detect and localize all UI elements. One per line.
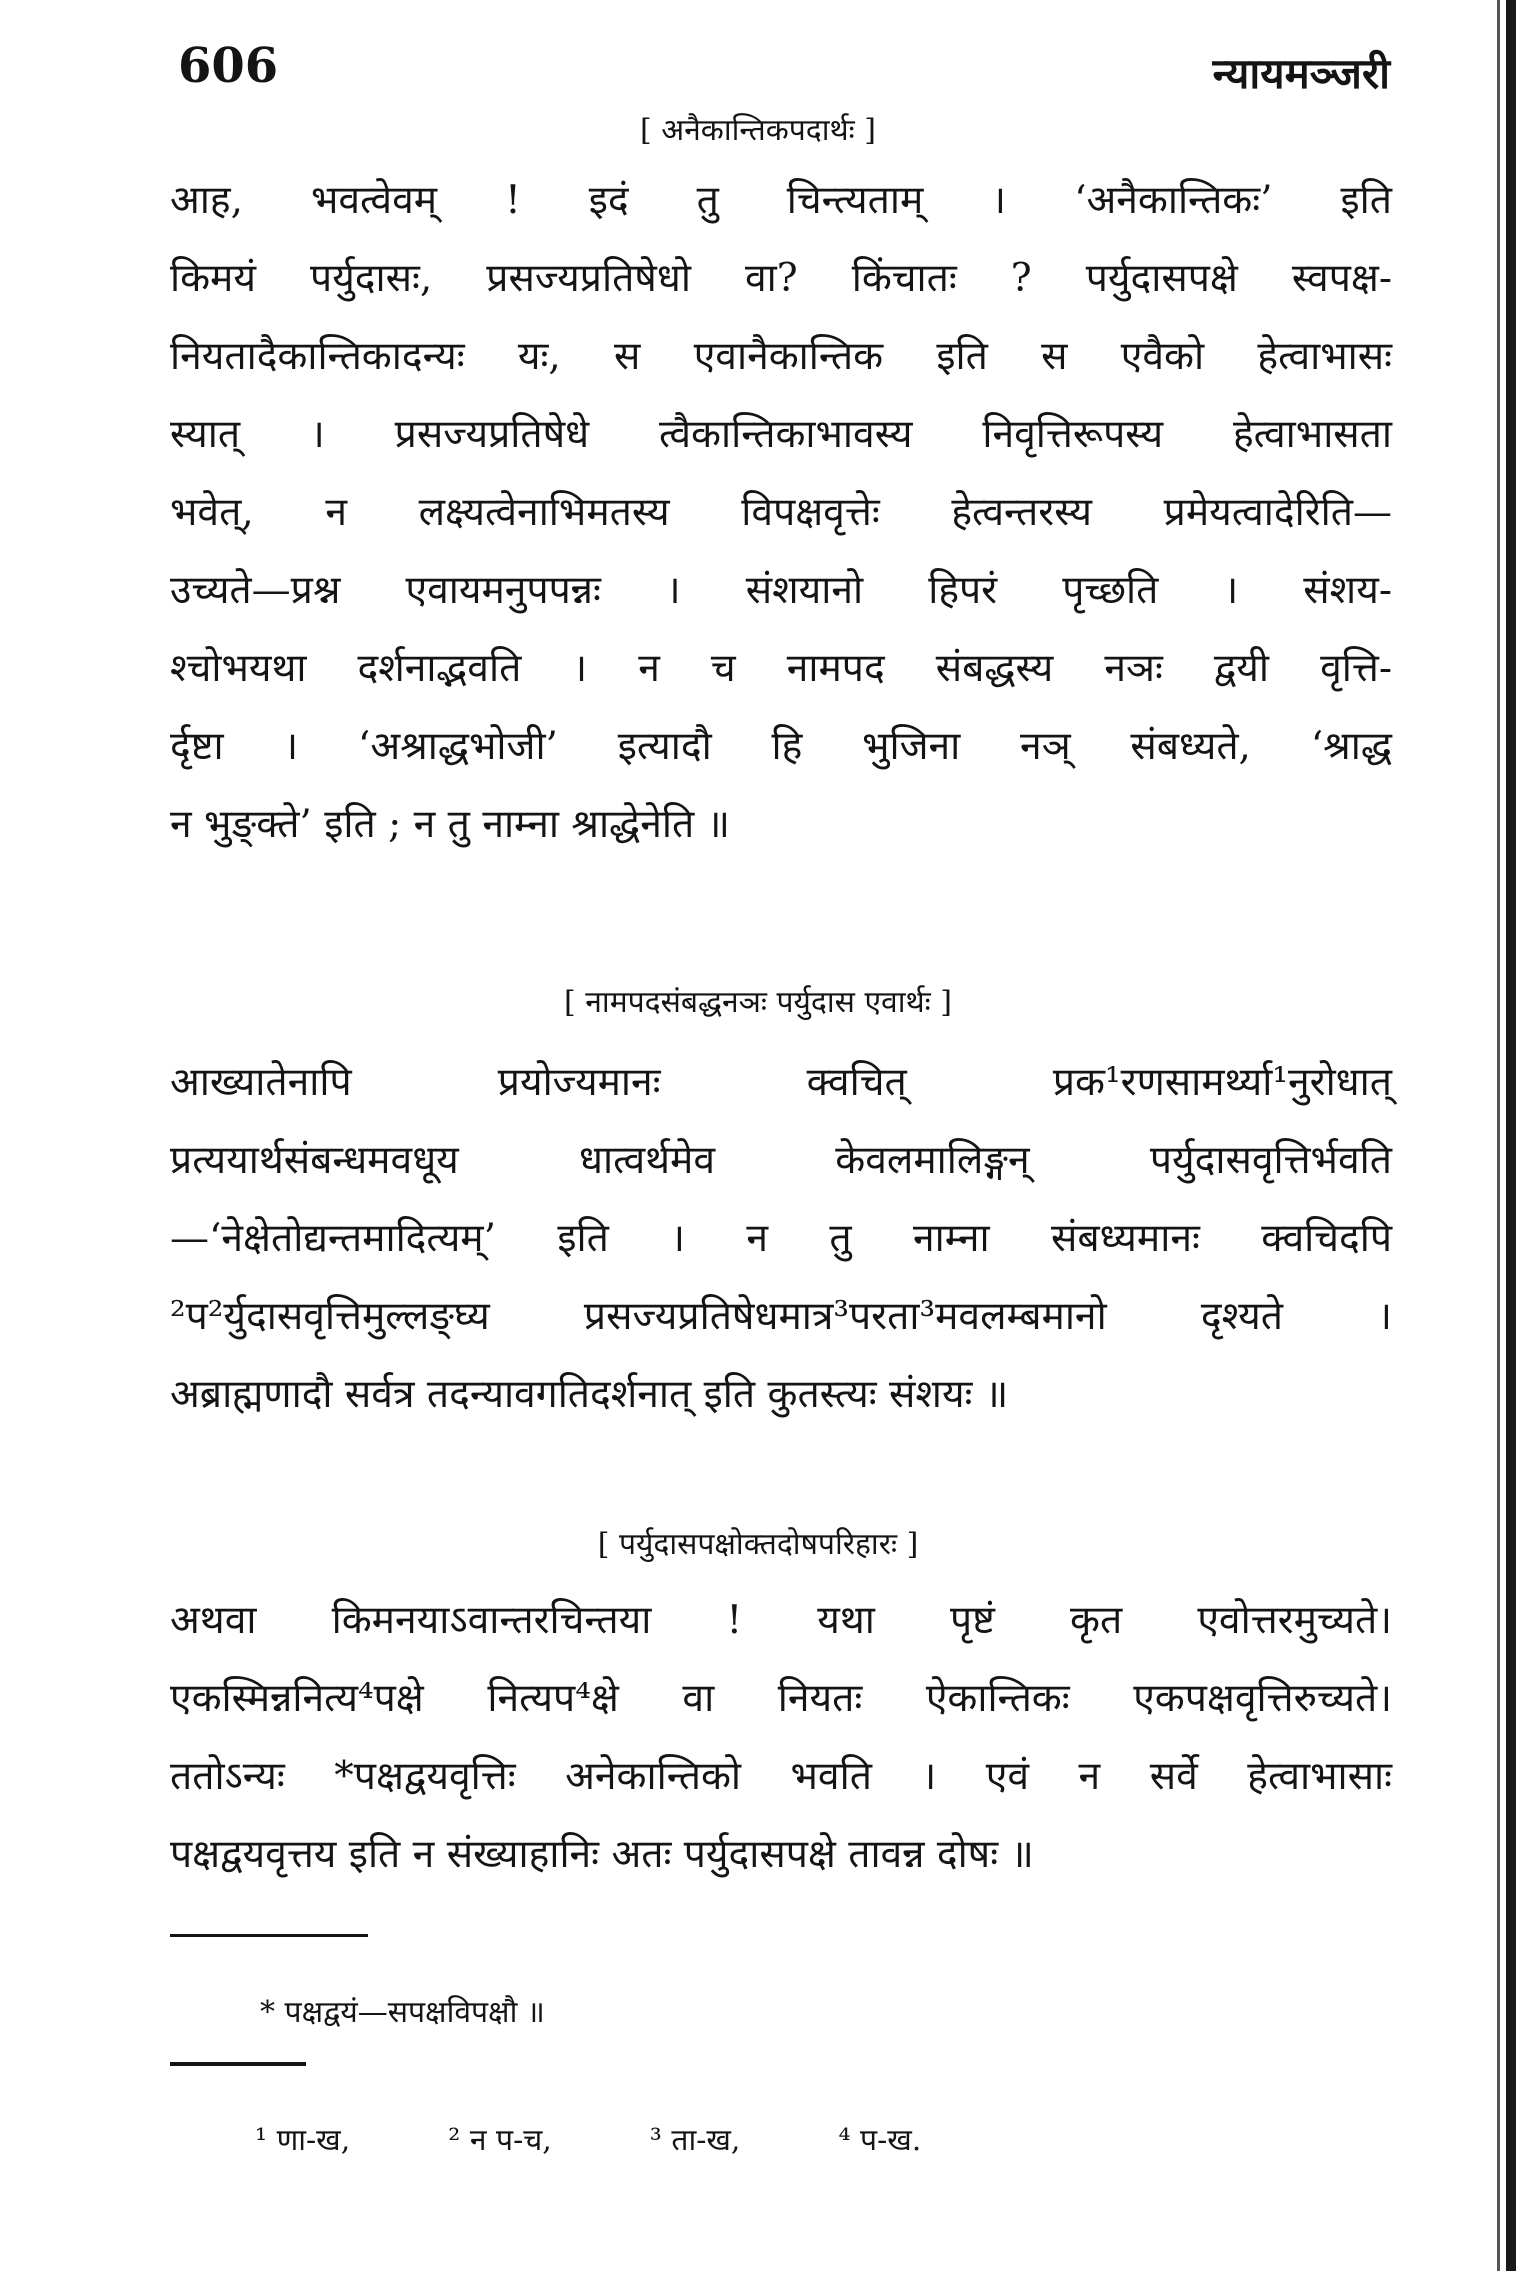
text-line: ततोऽन्यः *पक्षद्वयवृत्तिः अनेकान्तिको भवति । एवं न सर्वे हेत्वाभासाः [170, 1754, 1392, 1799]
text-line: स्यात् । प्रसज्यप्रतिषेधे त्वैकान्तिकाभावस्य निवृत्तिरूपस्य हेत्वाभासता [170, 412, 1392, 457]
text-line: श्चोभयथा दर्शनाद्भवति । न च नामपद संबद्धस्य नञः द्वयी वृत्ति- [170, 646, 1392, 691]
section-heading: [ नामपदसंबद्धनञः पर्युदास एवार्थः ] [564, 985, 952, 1020]
text-line: —‘नेक्षेतोद्यन्तमादित्यम्’ इति । न तु नाम्ना संबध्यमानः क्वचिदपि [170, 1216, 1392, 1261]
text-line: उच्यते—प्रश्न एवायमनुपपन्नः । संशयानो हिपरं पृच्छति । संशय- [170, 568, 1392, 613]
text-line: नियतादैकान्तिकादन्यः यः, स एवानैकान्तिक इति स एवैको हेत्वाभासः [170, 334, 1392, 379]
text-line: आह, भवत्वेवम् ! इदं तु चिन्त्यताम् । ‘अनैकान्तिकः’ इति [170, 178, 1392, 223]
variant-readings [255, 2118, 921, 2159]
footnote: * पक्षद्वयं—सपक्षविपक्षौ ॥ [260, 1995, 545, 2030]
variant-reading: ⁴ प-ख. [838, 2123, 922, 2158]
text-line: प्रत्ययार्थसंबन्धमवधूय धात्वर्थमेव केवलमालिङ्गन् पर्युदासवृत्तिर्भवति [170, 1138, 1392, 1183]
text-line: र्दृष्टा । ‘अश्राद्धभोजी’ इत्यादौ हि भुजिना नञ् संबध्यते, ‘श्राद्ध [170, 724, 1392, 769]
text-line: पक्षद्वयवृत्तय इति न संख्याहानिः अतः पर्युदासपक्षे तावन्न दोषः ॥ [170, 1832, 1034, 1877]
variant-reading: ² न प-च, [448, 2123, 552, 2158]
section-heading: [ अनैकान्तिकपदार्थः ] [640, 113, 876, 148]
text-line: आख्यातेनापि प्रयोज्यमानः क्वचित् प्रक¹रणसामर्थ्या¹नुरोधात् [170, 1060, 1392, 1105]
footnote-separator [170, 1934, 368, 1937]
variant-reading: ³ ता-ख, [649, 2123, 741, 2158]
running-head: न्यायमञ्जरी [1212, 49, 1390, 98]
text-line: अब्राह्मणादौ सर्वत्र तदन्यावगतिदर्शनात् इति कुतस्त्यः संशयः ॥ [170, 1372, 1009, 1417]
text-line: एकस्मिन्ननित्य⁴पक्षे नित्यप⁴क्षे वा नियतः ऐकान्तिकः एकपक्षवृत्तिरुच्यते। [170, 1676, 1392, 1721]
text-line: किमयं पर्युदासः, प्रसज्यप्रतिषेधो वा? किंचातः ? पर्युदासपक्षे स्वपक्ष- [170, 256, 1392, 301]
page-number: 606 [178, 38, 279, 94]
variants-separator [170, 2062, 306, 2066]
text-line: ²प²र्युदासवृत्तिमुल्लङ्घ्य प्रसज्यप्रतिषेधमात्र³परता³मवलम्बमानो दृश्यते । [170, 1294, 1392, 1339]
page-edge-line [1497, 0, 1500, 2271]
text-line: अथवा किमनयाऽवान्तरचिन्तया ! यथा पृष्टं कृत एवोत्तरमुच्यते। [170, 1598, 1392, 1643]
variant-reading: ¹ णा-ख, [255, 2123, 351, 2158]
page-edge-shadow [1506, 0, 1516, 2271]
text-line: न भुङ्क्ते’ इति ; न तु नाम्ना श्राद्धेनेति ॥ [170, 802, 730, 847]
text-line: भवेत्, न लक्ष्यत्वेनाभिमतस्य विपक्षवृत्तेः हेत्वन्तरस्य प्रमेयत्वादेरिति— [170, 490, 1392, 535]
section-heading: [ पर्युदासपक्षोक्तदोषपरिहारः ] [597, 1527, 919, 1562]
